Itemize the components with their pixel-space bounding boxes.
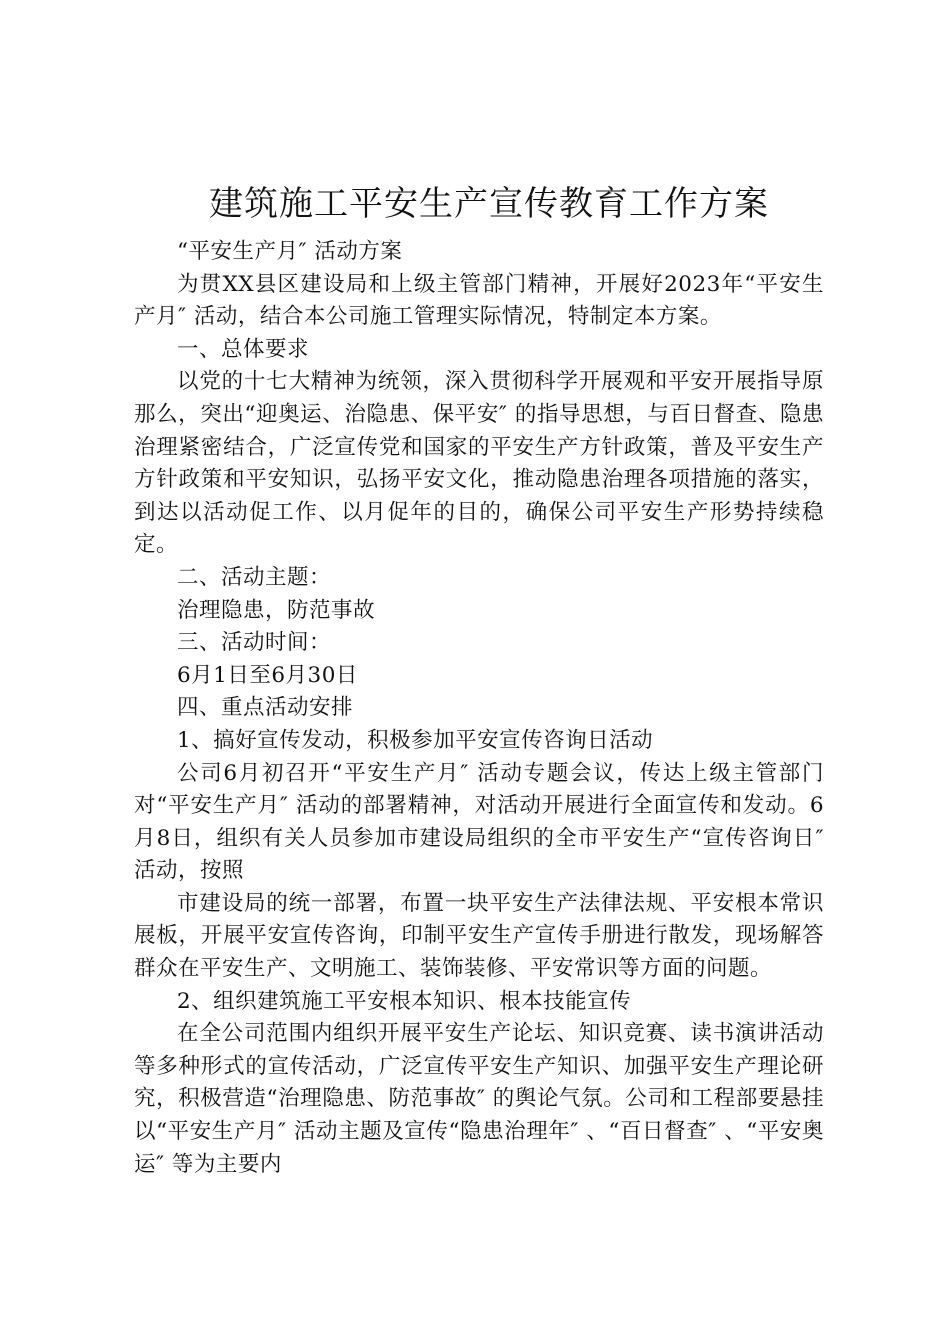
paragraph-general-requirements: 以党的十七大精神为统领，深入贯彻科学开展观和平安开展指导原那么，突出“迎奥运、治隐患、保平安″ 的指导思想，与百日督查、隐患治理紧密结合，广泛宣传党和国家的平安生产方针政策，普及平安生产方针政策和平安知识，弘扬平安文化，推动隐患治理各项措施的落实，到达以活动促工作、以月促年的目的，确保公司平安生产形势持续稳定。 — [134, 369, 824, 558]
paragraph-publicity-meeting: 公司6月初召开“平安生产月″ 活动专题会议，传达上级主管部门对“平安生产月″ 活动的部署精神，对活动开展进行全面宣传和发动。6月8日，组织有关人员参加市建设局组织的全市平安生产“宣传咨询日″ 活动，按照 — [134, 760, 824, 884]
heading-key-activities: 四、重点活动安排 — [177, 695, 354, 721]
paragraph-activity-time: 6月1日至6月30日 — [177, 662, 358, 688]
paragraph-activity-plan: “平安生产月″ 活动方案 — [177, 239, 403, 264]
paragraph-activity-theme: 治理隐患，防范事故 — [177, 597, 376, 623]
heading-activity-time: 三、活动时间： — [177, 630, 332, 656]
paragraph-intro: 为贯XX县区建设局和上级主管部门精神，开展好2023年“平安生产月″ 活动，结合本公司施工管理实际情况，特制定本方案。 — [134, 271, 824, 330]
subheading-knowledge: 2、组织建筑施工平安根本知识、根本技能宣传 — [177, 988, 632, 1014]
document-title: 建筑施工平安生产宣传教育工作方案 — [209, 184, 769, 224]
document-page — [134, 176, 824, 1181]
heading-general-requirements: 一、总体要求 — [177, 336, 310, 362]
subheading-publicity: 1、搞好宣传发动，积极参加平安宣传咨询日活动 — [177, 727, 654, 753]
paragraph-publicity-board: 市建设局的统一部署，布置一块平安生产法律法规、平安根本常识展板，开展平安宣传咨询，印制平安生产宣传手册进行散发，现场解答群众在平安生产、文明施工、装饰装修、平安常识等方面的问题。 — [134, 890, 824, 982]
paragraph-knowledge: 在全公司范围内组织开展平安生产论坛、知识竞赛、读书演讲活动等多种形式的宣传活动，广泛宣传平安生产知识、加强平安生产理论研究，积极营造“治理隐患、防范事故″ 的舆论气氛。公司和工程部要悬挂以“平安生产月″ 活动主题及宣传“隐患治理年″ 、“百日督查″ 、“平安奥运″ 等为主要内 — [134, 1021, 824, 1177]
heading-activity-theme: 二、活动主题： — [177, 564, 332, 590]
